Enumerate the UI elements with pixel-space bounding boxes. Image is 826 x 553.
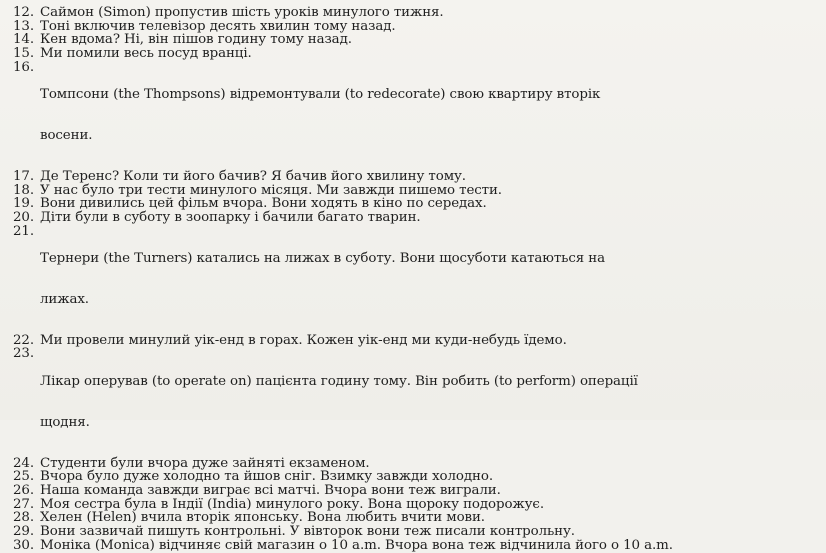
item-number: 19. bbox=[13, 196, 34, 212]
item-number: 12. bbox=[13, 5, 34, 20]
item-text-continuation: восени. bbox=[40, 127, 93, 143]
item-text: Вчора було дуже холодно та йшов сніг. Взимку завжди холодно. bbox=[40, 469, 493, 485]
item-text: Лікар оперував (to operate on) пацієнта годину тому. Він робить (to perform) операції bbox=[40, 373, 638, 389]
item-text-block bbox=[40, 61, 818, 170]
item-number: 14. bbox=[13, 32, 34, 48]
item-number: 18. bbox=[13, 182, 34, 198]
item-text: Де Теренс? Коли ти його бачив? Я бачив його хвилину тому. bbox=[40, 168, 466, 184]
item-text: Вони зазвичай пишуть контрольні. У вівторок вони теж писали контрольну. bbox=[40, 523, 575, 539]
list-item bbox=[10, 334, 818, 348]
list-item bbox=[10, 197, 818, 211]
list-item bbox=[10, 211, 818, 225]
item-text: Моніка (Monica) відчиняє свій магазин о 10 a.m. Вчора вона теж відчинила його о 10 a.m. bbox=[40, 537, 673, 553]
item-text: Кен вдома? Ні, він пішов годину тому назад. bbox=[40, 32, 352, 48]
item-number: 24. bbox=[13, 455, 34, 471]
list-item bbox=[10, 225, 818, 334]
item-number: 23. bbox=[13, 346, 34, 362]
item-text: Студенти були вчора дуже зайняті екзаменом. bbox=[40, 455, 370, 471]
item-text: Діти були в суботу в зоопарку і бачили багато тварин. bbox=[40, 209, 421, 225]
item-number: 21. bbox=[13, 223, 34, 239]
list-item bbox=[10, 511, 818, 525]
item-number: 25. bbox=[13, 469, 34, 485]
item-text: Тернери (the Turners) катались на лижах в суботу. Вони щосуботи катаються на bbox=[40, 250, 605, 266]
list-item bbox=[10, 484, 818, 498]
item-text: У нас було три тести минулого місяця. Ми завжди пишемо тести. bbox=[40, 182, 502, 198]
item-number: 29. bbox=[13, 523, 34, 539]
item-number: 16. bbox=[13, 59, 34, 75]
item-number: 30. bbox=[13, 537, 34, 553]
list-item bbox=[10, 33, 818, 47]
list-item bbox=[10, 525, 818, 539]
item-text: Наша команда завжди виграє всі матчі. Вчора вони теж виграли. bbox=[40, 482, 501, 498]
item-text: Хелен (Helen) вчила вторік японську. Вона любить вчити мови. bbox=[40, 510, 485, 526]
item-number: 15. bbox=[13, 45, 34, 61]
item-number: 22. bbox=[13, 332, 34, 348]
item-text: Ми помили весь посуд вранці. bbox=[40, 45, 252, 61]
item-text: Тоні включив телевізор десять хвилин тому назад. bbox=[40, 18, 396, 34]
item-text-block bbox=[40, 225, 818, 334]
item-text-continuation: лижах. bbox=[40, 291, 89, 307]
item-text: Вони дивились цей фільм вчора. Вони ходять в кіно по середах. bbox=[40, 196, 487, 212]
list-item bbox=[10, 470, 818, 484]
list-item bbox=[10, 20, 818, 34]
item-number: 20. bbox=[13, 209, 34, 225]
list-item bbox=[10, 457, 818, 471]
item-text: Томпсони (the Thompsons) відремонтували (to redecorate) свою квартиру вторік bbox=[40, 86, 601, 102]
list-item bbox=[10, 184, 818, 198]
list-item bbox=[10, 61, 818, 170]
list-item bbox=[10, 539, 818, 553]
item-number: 13. bbox=[13, 18, 34, 34]
item-text: Моя сестра була в Індії (India) минулого року. Вона щороку подорожує. bbox=[40, 496, 544, 512]
list-item bbox=[10, 498, 818, 512]
item-number: 17. bbox=[13, 168, 34, 184]
list-item bbox=[10, 6, 818, 20]
list-item bbox=[10, 47, 818, 61]
item-text-continuation: щодня. bbox=[40, 414, 90, 430]
item-text-block bbox=[40, 347, 818, 456]
item-text: Саймон (Simon) пропустив шість уроків минулого тижня. bbox=[40, 5, 444, 20]
item-number: 26. bbox=[13, 482, 34, 498]
list-item bbox=[10, 347, 818, 456]
item-text: Ми провели минулий уік-енд в горах. Кожен уік-енд ми куди-небудь їдемо. bbox=[40, 332, 567, 348]
list-item bbox=[10, 170, 818, 184]
item-number: 27. bbox=[13, 496, 34, 512]
item-number: 28. bbox=[13, 510, 34, 526]
exercise-list bbox=[10, 6, 818, 552]
